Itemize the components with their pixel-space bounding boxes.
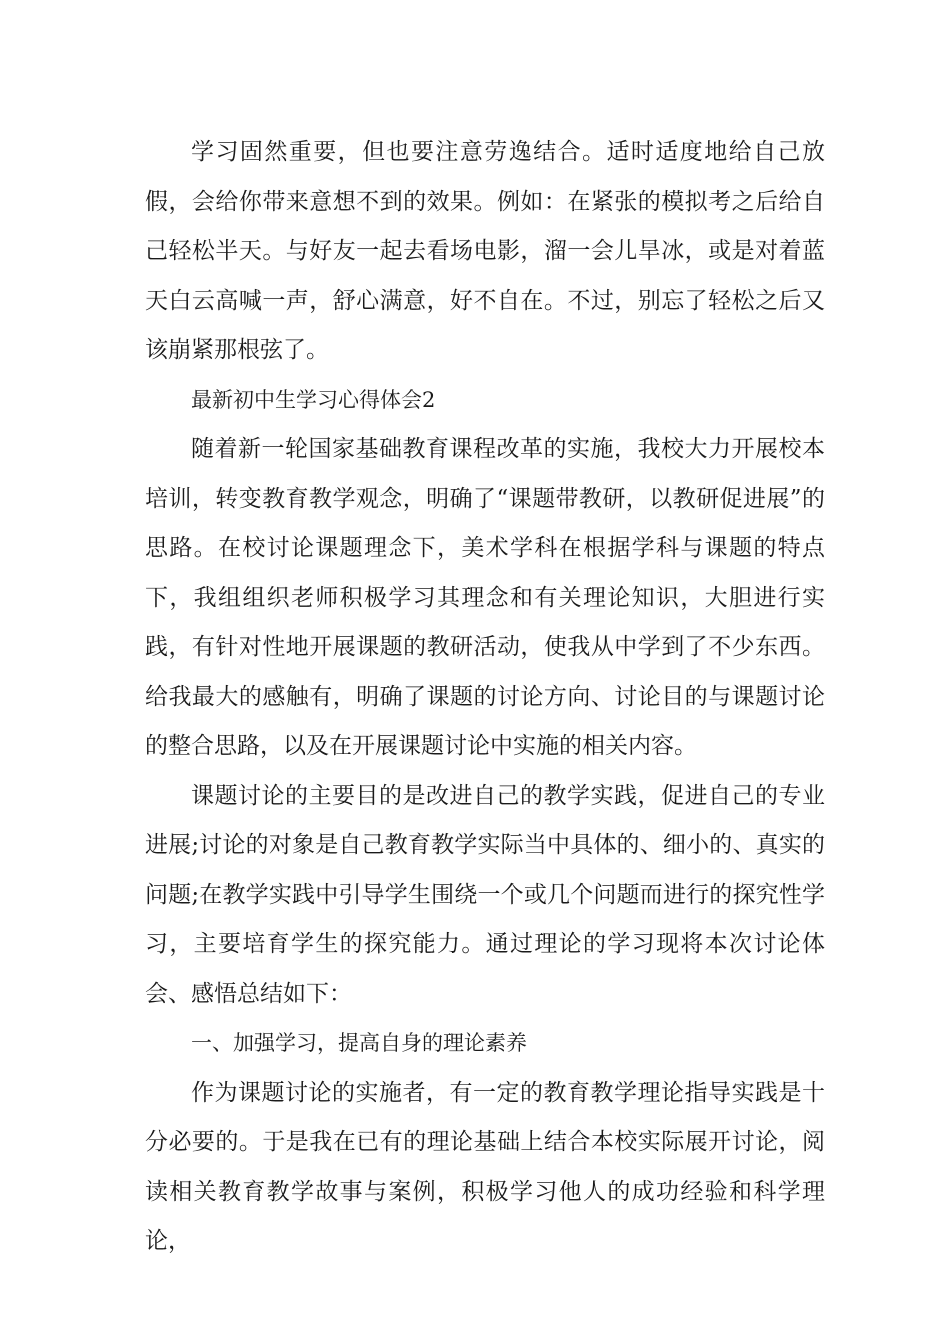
paragraph: 课题讨论的主要目的是改进自己的教学实践，促进自己的专业进展;讨论的对象是自己教育教学实际当中具体的、细小的、真实的问题;在教学实践中引导学生围绕一个或几个问题而进行的探究性学习，主要培育学生的探究能力。通过理论的学习现将本次讨论体会、感悟总结如下：: [145, 782, 825, 1007]
paragraph: 学习固然重要，但也要注意劳逸结合。适时适度地给自己放假，会给你带来意想不到的效果。例如：在紧张的模拟考之后给自己轻松半天。与好友一起去看场电影，溜一会儿旱冰，或是对着蓝天白云高喊一声，舒心满意，好不自在。不过，别忘了轻松之后又该崩紧那根弦了。: [145, 139, 825, 363]
section-heading: 一、加强学习，提高自身的理论素养: [191, 1031, 527, 1055]
document-body: [145, 128, 825, 1267]
paragraph: 作为课题讨论的实施者，有一定的教育教学理论指导实践是十分必要的。于是我在已有的理论基础上结合本校实际展开讨论，阅读相关教育教学故事与案例，积极学习他人的成功经验和科学理论，: [145, 1079, 825, 1254]
paragraph: 随着新一轮国家基础教育课程改革的实施，我校大力开展校本培训，转变教育教学观念，明确了“课题带教研，以教研促进展”的思路。在校讨论课题理念下，美术学科在根据学科与课题的特点下，我组组织老师积极学习其理念和有关理论知识，大胆进行实践，有针对性地开展课题的教研活动，使我从中学到了不少东西。给我最大的感触有，明确了课题的讨论方向、讨论目的与课题讨论的整合思路，以及在开展课题讨论中实施的相关内容。: [145, 436, 825, 759]
section-heading: 最新初中生学习心得体会2: [191, 387, 436, 412]
